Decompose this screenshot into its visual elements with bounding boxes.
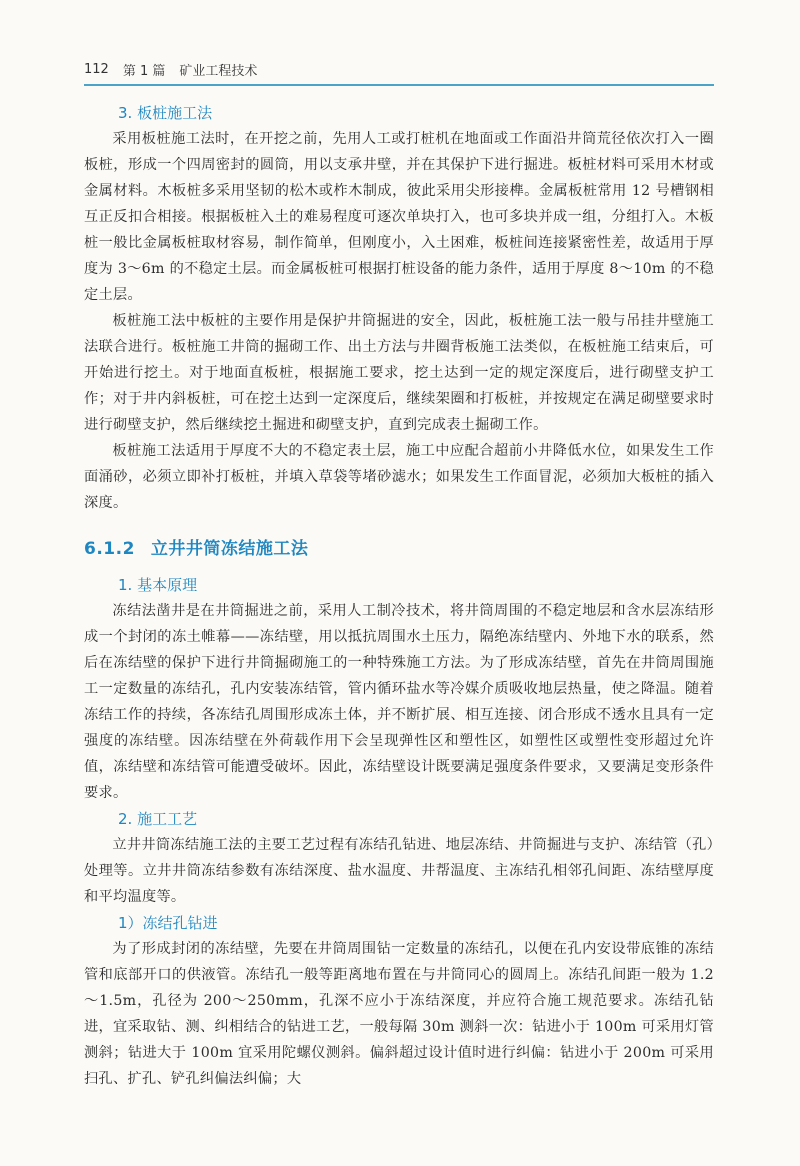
running-header bbox=[84, 60, 720, 79]
paragraph: 采用板桩施工法时，在开挖之前，先用人工或打桩机在地面或工作面沿井筒荒径依次打入一圈板桩，形成一个四周密封的圆筒，用以支承井壁，并在其保护下进行掘进。板桩材料可采用木材或金属材料。木板桩多采用坚韧的松木或柞木制成，彼此采用尖形接榫。金属板桩常用 12 号槽钢相互正反扣合相接。根据板桩入土的难易程度可逐次单块打入，也可多块并成一组，分组打入。木板桩一般比金属板桩取材容易，制作简单，但刚度小，入土困难，板桩间连接紧密性差，故适用于厚度为 3～6m 的不稳定土层。而金属板桩可根据打桩设备的能力条件，适用于厚度 8～10m 的不稳定土层。 bbox=[84, 131, 714, 303]
section-heading-freezing bbox=[84, 534, 714, 564]
header-divider bbox=[84, 84, 714, 86]
heading-construction-process: 2. 施工工艺 bbox=[118, 810, 198, 828]
part-label: 第 1 篇 bbox=[122, 64, 166, 79]
section-title: 立井井筒冻结施工法 bbox=[150, 539, 309, 559]
paragraph: 板桩施工法中板桩的主要作用是保护井筒掘进的安全，因此，板桩施工法一般与吊挂井壁施工法联合进行。板桩施工井筒的掘砌工作、出土方法与井圈背板施工法类似，在板桩施工结束后，可开始进行挖土。对于地面直板桩，根据施工要求，挖土达到一定的规定深度后，进行砌壁支护工作；对于井内斜板桩，可在挖土达到一定深度后，继续架圈和打板桩，并按规定在满足砌壁要求时进行砌壁支护，然后继续挖土掘进和砌壁支护，直到完成表土掘砌工作。 bbox=[84, 313, 714, 433]
paragraph: 立井井筒冻结施工法的主要工艺过程有冻结孔钻进、地层冻结、井筒掘进与支护、冻结管（孔）处理等。立井井筒冻结参数有冻结深度、盐水温度、井帮温度、主冻结孔相邻孔间距、冻结壁厚度和平均温度等。 bbox=[84, 837, 714, 905]
heading-basic-principle: 1. 基本原理 bbox=[118, 576, 198, 594]
heading-sheet-pile-method: 3. 板桩施工法 bbox=[118, 104, 213, 122]
paragraph: 板桩施工法适用于厚度不大的不稳定表土层，施工中应配合超前小井降低水位，如果发生工作面涌砂，必须立即补打板桩，并填入草袋等堵砂滤水；如果发生工作面冒泥，必须加大板桩的插入深度。 bbox=[84, 443, 714, 511]
paragraph: 冻结法凿井是在井筒掘进之前，采用人工制冷技术，将井筒周围的不稳定地层和含水层冻结形成一个封闭的冻土帷幕——冻结壁，用以抵抗周围水土压力，隔绝冻结壁内、外地下水的联系，然后在冻结壁的保护下进行井筒掘砌施工的一种特殊施工方法。为了形成冻结壁，首先在井筒周围施工一定数量的冻结孔，孔内安装冻结管，管内循环盐水等冷媒介质吸收地层热量，使之降温。随着冻结工作的持续，各冻结孔周围形成冻土体，并不断扩展、相互连接、闭合形成不透水且具有一定强度的冻结壁。因冻结壁在外荷载作用下会呈现弹性区和塑性区，如塑性区或塑性变形超过允许值，冻结壁和冻结管可能遭受破坏。因此，冻结壁设计既要满足强度条件要求，又要满足变形条件要求。 bbox=[84, 603, 714, 801]
page-number: 112 bbox=[84, 62, 109, 77]
part-title: 矿业工程技术 bbox=[179, 64, 258, 79]
paragraph: 为了形成封闭的冻结壁，先要在井筒周围钻一定数量的冻结孔，以便在孔内安设带底锥的冻结管和底部开口的供液管。冻结孔一般等距离地布置在与井筒同心的圆周上。冻结孔间距一般为 1.2～1.5m，孔径为 200～250mm，孔深不应小于冻结深度，并应符合施工规范要求。冻结孔钻进，宜采取钻、测、纠相结合的钻进工艺，一般每隔 30m 测斜一次：钻进小于 100m 可采用灯管测斜；钻进大于 100m 宜采用陀螺仪测斜。偏斜超过设计值时进行纠偏：钻进小于 200m 可采用扫孔、扩孔、铲孔纠偏法纠偏；大 bbox=[84, 941, 714, 1087]
heading-freeze-hole-drilling: 1）冻结孔钻进 bbox=[118, 914, 218, 932]
section-number: 6.1.2 bbox=[84, 539, 135, 559]
page-content bbox=[84, 100, 714, 1092]
